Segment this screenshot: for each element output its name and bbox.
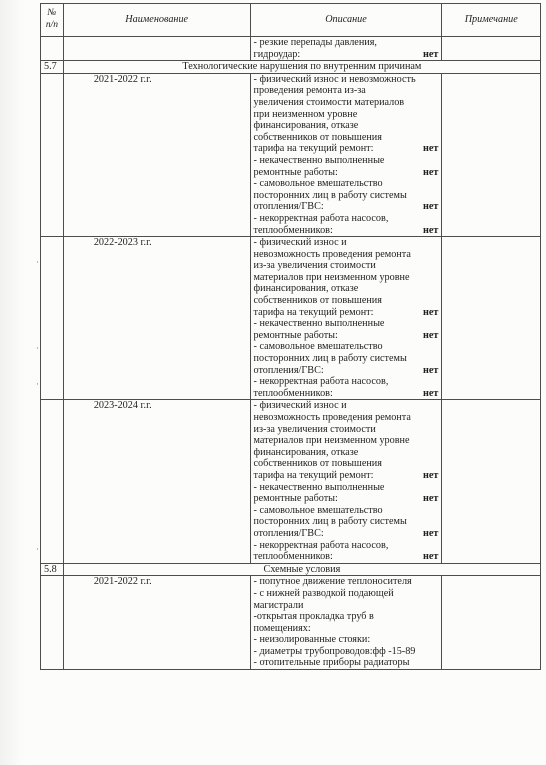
table-row [41,576,541,670]
table-row [41,37,541,61]
header-row [41,4,541,37]
period-label: 2023-2024 г.г. [63,400,250,563]
period-label: 2022-2023 г.г. [63,237,250,400]
col-name-header: Наименование [63,4,250,37]
description-cell: - попутное движение теплоносителя - с нижней разводкой подающей магистрали -открытая прокладка труб в помещениях: - неизолированные стояки: - диаметры трубопроводов:фф -15-89 - отопительные приборы радиаторы [250,576,442,670]
report-table [40,3,541,670]
description-cell: - физический износ и невозможность проведения ремонта из-за увеличения стоимости материалов при неизменном уровне финансирования, отказе собственников от повышения тарифа на текущий ремонт: нет - некачественно выполненные ремонтные работы: нет - самовольное вмешательство посторонних лиц в работу системы отопления/ГВС: нет - некорректная работа насосов, теплообменников: нет [250,400,442,563]
description-cell: - физический износ и невозможность проведения ремонта из-за увеличения стоимости материалов при неизменном уровне финансирования, отказе собственников от повышения тарифа на текущий ремонт: нет - некачественно выполненные ремонтные работы: нет - самовольное вмешательство посторонних лиц в работу системы отопления/ГВС: нет - некорректная работа насосов, теплообменников: нет [250,73,442,236]
description-cell: - резкие перепады давления, гидроудар: нет [250,37,442,61]
scan-speck: · [36,344,39,354]
section-row-5-7 [41,61,541,74]
table-row [41,73,541,236]
description-cell: - физический износ и невозможность проведения ремонта из-за увеличения стоимости материалов при неизменном уровне финансирования, отказе собственников от повышения тарифа на текущий ремонт: нет - некачественно выполненные ремонтные работы: нет - самовольное вмешательство посторонних лиц в работу системы отопления/ГВС: нет - некорректная работа насосов, теплообменников: нет [250,237,442,400]
section-number: 5.8 [41,563,64,576]
section-row-5-8 [41,563,541,576]
scan-speck: · [36,380,39,390]
section-title: Технологические нарушения по внутренним причинам [63,61,540,74]
period-label: 2021-2022 г.г. [63,73,250,236]
col-num-header: № п/п [41,4,64,37]
scan-speck: · [36,258,39,268]
table-row [41,237,541,400]
period-label: 2021-2022 г.г. [63,576,250,670]
section-number: 5.7 [41,61,64,74]
col-note-header: Примечание [442,4,541,37]
scan-speck: · [36,545,39,555]
section-title: Схемные условия [63,563,540,576]
table-row [41,400,541,563]
scan-shadow [0,0,30,765]
col-desc-header: Описание [250,4,442,37]
